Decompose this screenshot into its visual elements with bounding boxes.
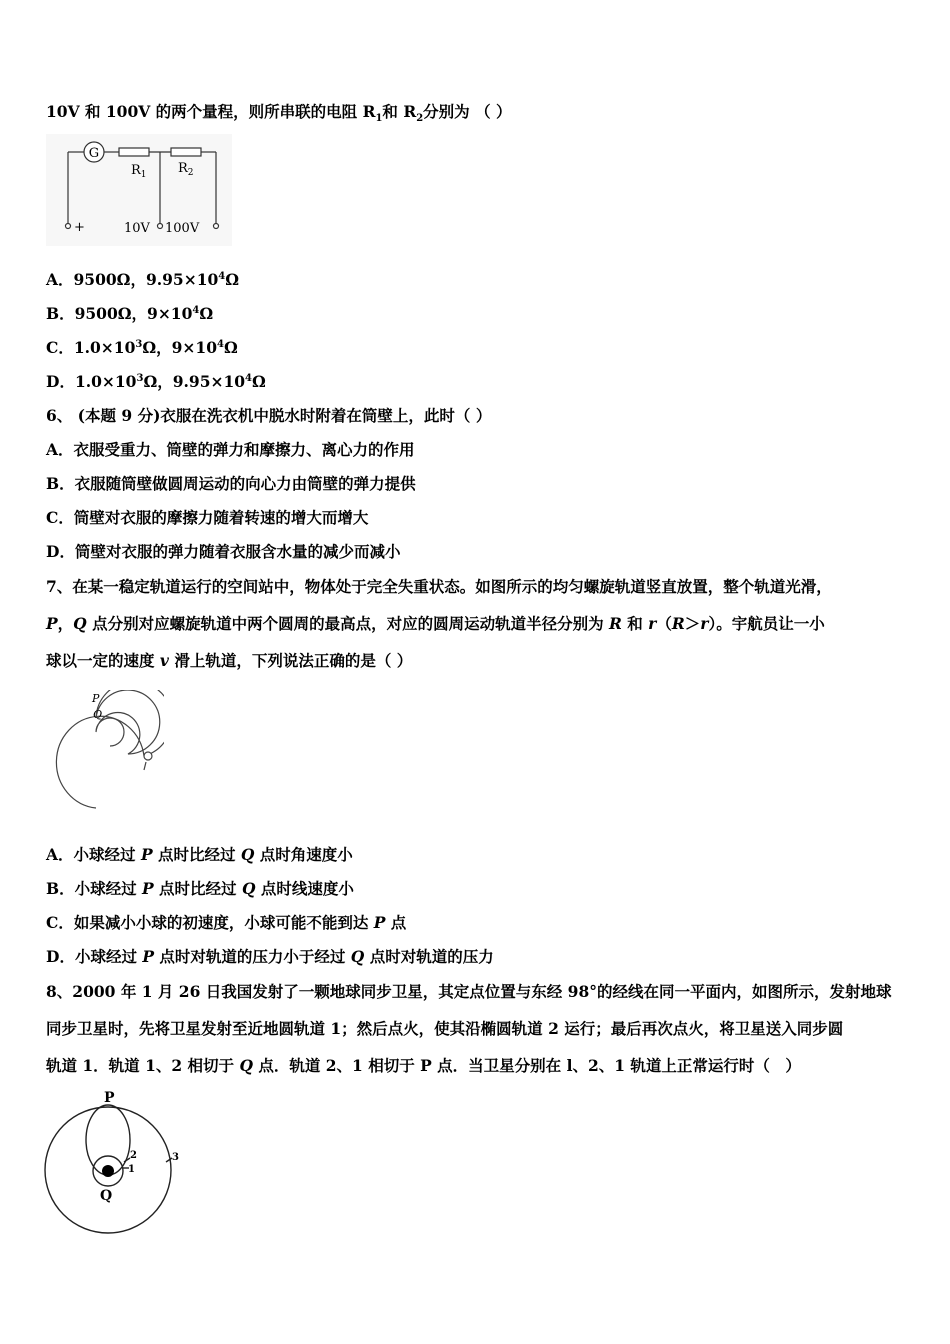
q7-option-b: B．小球经过 P 点时比经过 Q 点时线速度小 [46,879,354,898]
orbit-2-ellipse [86,1105,130,1175]
q7-option-d: D．小球经过 P 点时对轨道的压力小于经过 Q 点时对轨道的压力 [46,947,494,966]
spiral-track [56,690,164,808]
earth-icon [102,1165,114,1177]
galvanometer-label: G [88,146,100,161]
q5-option-b: B．9500Ω，$9\times 10^4\Omega$ [46,304,214,323]
q6-option-a: A．衣服受重力、筒壁的弹力和摩擦力、离心力的作用 [46,440,415,459]
r1-label: $R_1$ [131,163,147,180]
q7-option-a: A．小球经过 P 点时比经过 Q 点时角速度小 [46,845,353,864]
q7-stem-line3: 球以一定的速度 v 滑上轨道，下列说法正确的是（ ） [46,651,413,670]
q7-stem-line2: P，Q 点分别对应螺旋轨道中两个圆周的最高点，对应的圆周运动轨道半径分别为 R 和 r（R＞r）。宇航员让一小 [46,614,825,633]
q5-stem: 10V 和 100V 的两个量程，则所串联的电阻 $R_1$和 $R_2$分别为 （ ） [46,102,512,125]
q6-option-d: D．筒壁对衣服的弹力随着衣服含水量的减少而减小 [46,542,401,561]
q5-option-a: A．9500Ω，$9.95\times 10^4\Omega$ [46,270,240,289]
spiral-p-label: P [92,692,100,705]
100v-terminal-label: 100V [165,221,200,236]
orbit-label-3: 3 [172,1152,179,1163]
orbit-p-label: P [104,1090,115,1106]
q5-option-c: C．$1.0\times 10^3\Omega$，$9\times 10^4\Omega$ [46,338,238,357]
r2-label: $R_2$ [178,161,194,178]
q6-stem: 6、 (本题 9 分)衣服在洗衣机中脱水时附着在筒壁上，此时（ ） [46,406,492,425]
q7-spiral-figure [52,690,164,814]
orbit-q-label: Q [100,1188,113,1204]
q8-stem-line1: 8、2000 年 1 月 26 日我国发射了一颗地球同步卫星，其定点位置与东经 98°的经线在同一平面内，如图所示，发射地球 [46,982,892,1001]
q5-circuit-figure [46,134,232,246]
orbit-label-2: 2 [130,1150,137,1161]
q8-stem-line2: 同步卫星时，先将卫星发射至近地圆轨道 1；然后点火，使其沿椭圆轨道 2 运行；最后再次点火，将卫星送入同步圆 [46,1019,844,1038]
ball-icon [144,752,152,760]
plus-terminal-label: + [74,220,85,235]
q8-orbit-figure [42,1088,188,1238]
q7-stem-line1: 7、在某一稳定轨道运行的空间站中，物体处于完全失重状态。如图所示的均匀螺旋轨道竖直放置，整个轨道光滑， [46,577,832,596]
q6-option-b: B．衣服随筒壁做圆周运动的向心力由筒壁的弹力提供 [46,474,416,493]
q6-option-c: C．筒壁对衣服的摩擦力随着转速的增大而增大 [46,508,369,527]
10v-terminal-label: 10V [124,221,150,236]
spiral-q-label: Q [93,708,103,721]
orbit-label-1: 1 [128,1164,135,1175]
q5-option-d: D．$1.0\times 10^3\Omega$，$9.95\times 10^4\Omega$ [46,372,266,391]
q7-option-c: C．如果减小小球的初速度，小球可能不能到达 P 点 [46,913,407,932]
q8-stem-line3: 轨道 1．轨道 1、2 相切于 Q 点．轨道 2、1 相切于 P 点．当卫星分别在 l、2、1 轨道上正常运行时（ ） [46,1056,801,1075]
